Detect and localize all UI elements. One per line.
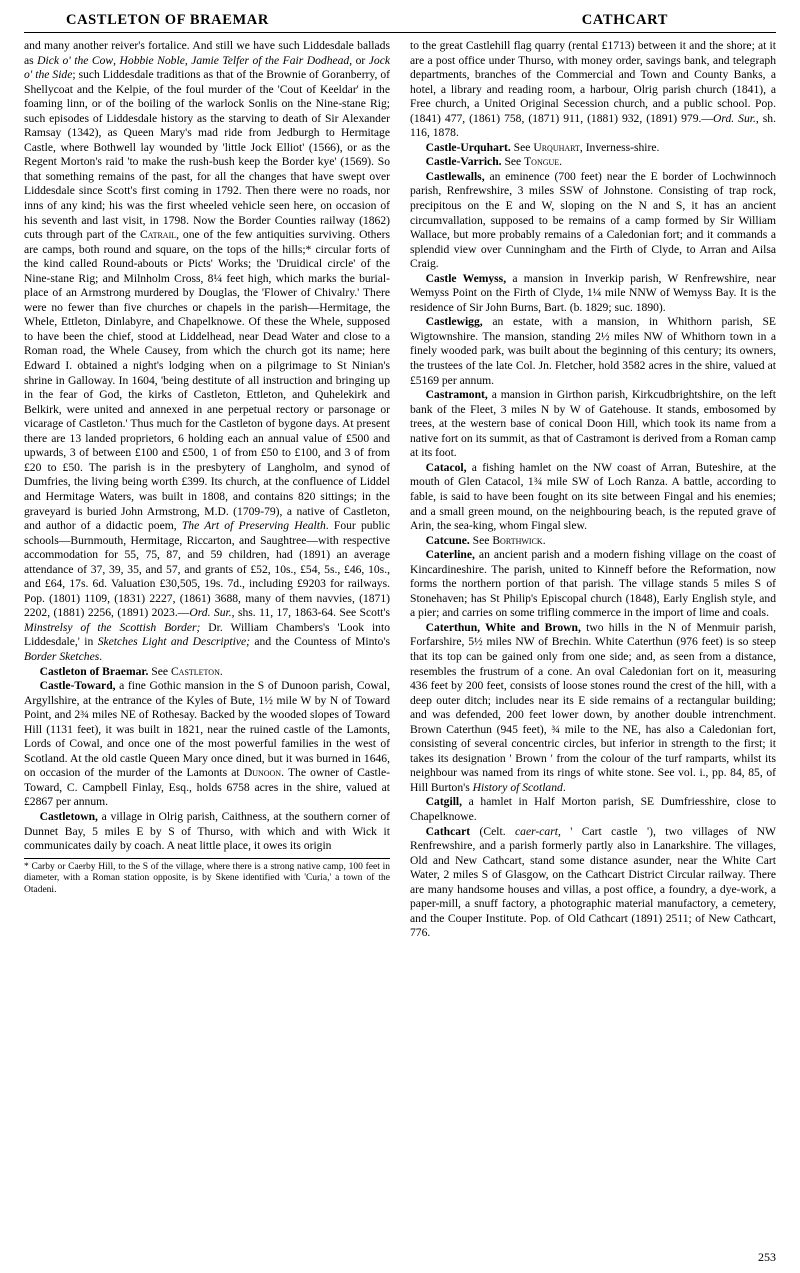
entry-headword: Castle-Varrich. [425,155,502,169]
entry-body: a mansion in Girthon parish, Kirkcudbrightshire, on the left bank of the Fleet, 3 miles N by W of Gatehouse. It stands, embosomed by trees, at the western base of conical Doon Hill, which took its name from a native fort on its summit, as that of Castramont is derived from a Roman camp at its foot. [410,388,776,460]
dictionary-entry [410,155,776,170]
entry-body: two hills in the N of Menmuir parish, Forfarshire, 5½ miles NW of Brechin. White Caterthun (976 feet) is so steep that its top can be gained only from one side; and, as seen from a distance, resembles the frustrum of a cone. An oval Caledonian fort on it, measuring 436 feet by 200 feet, consists of loose stones round the crest of the hill, with a deep outer ditch; includes near its E side remains of a rectangular building; and was defended, 200 feet lower down, by another double intrenchment. Brown Caterthun (945 feet), ¾ mile to the NE, has also a Caledonian fort, consisting of several concentric circles, but inferior in strength to the first; it takes its designation ' Brown ' from the colour of the turf ramparts, whilst its neighbour was named from its rings of white stone. See vol. i., pp. 84, 85, of Hill Burton's History of Scotland. [410,620,776,794]
left-column [24,39,390,1199]
entry-headword: Castlewigg, [425,315,483,329]
running-head-right: CATHCART [581,12,668,28]
dictionary-entry [410,272,776,316]
entry-headword: Castletown, [39,809,98,823]
entry-headword: Caterline, [425,548,475,562]
entry-body: a fine Gothic mansion in the S of Dunoon parish, Cowal, Argyllshire, at the entrance of the Kyles of Bute, 1½ mile W by N of Toward Point, and 2¾ miles NE of Rothesay. Backed by the wooded slopes of Toward Hill (1131 feet), it was built in 1821, near the ruined castle of the Lamonts, Lords of Cowal, and once one of the most powerful families in the west of Scotland. At the old castle Queen Mary once dined, but it was burned in 1646, on occasion of the murder of the Lamonts at Dunoon. The owner of Castle-Toward, C. Campbell Finlay, Esq., holds 6758 acres in the shire, valued at £2867 per annum. [24,679,390,809]
dictionary-entry [24,679,390,810]
body-paragraph: and many another reiver's fortalice. And still we have such Liddesdale ballads as Dick o' the Cow, Hobbie Noble, Jamie Telfer of the Fair Dodhead, or Jock o' the Side; such Liddesdale traditions as that of the Brownie of Goranberry, of Shellycoat and the Kelpie, of the foul murder of the 'Cout of Keeldar' in the foaming linn, or of the boiling of the warlock Sonlis on the Nine-stane Rig; such episodes of Liddesdale history as the starving to death of Sir Alexander Ramsay (1342), as Queen Mary's mad ride from Jedburgh to Hermitage Castle, where Bothwell lay wounded by 'little Jock Elliot' (1566), or as the Regent Morton's raid 'to make the rush-bush keep the Border kye' (1569). So that something remains of the past, for all the changes that have swept over Liddesdale since Scott's first coming in 1792. Then there were no roads, nor inns of any kind; his was the first wheeled vehicle seen here, on occasion of his seventh and last visit, in 1798. Now the Border Counties railway (1862) cuts through part of the Catrail, one of the few antiquities surviving. Others are camps, both round and square, on the tops of the hills;* circular forts of the kind called Round-abouts or Picts' Works; the 'Druidical circle' of the Nine-stane Rig; and Milnholm Cross, 8¼ feet high, which marks the burial-place of an Armstrong murdered by Douglas, the 'Flower of Chivalry.' There were no fewer than five churches or chapels in the parish—Hermitage, the Whele, Ettleton, Dinlabyre, and Chapelknowe. Of these the Whele, supposed to have been the chief, stood at Liddelhead, near Dead Water and close to a Roman road, the Whele Causey, from which the church got its name; here Edward I. obtained a night's lodging when on a pilgrimage to St Ninian's shrine in Galloway. In 1604, 'being destitute of all instruction and bringing up in the fear of God, the kirks of Castleton, Ettleton, and Quhelekirk and Belkirk, were united and annexed in ane perpetual rectory or parsonage or vicarage of Castleton.' Thus much for the Castleton of bygone days. At present there are 13 landed proprietors, 6 holding each an annual value of £500 and upwards, 3 of between £100 and £500, 1 of from £50 to £100, and 3 of from £20 to £50. The parish is in the presbytery of Langholm, and synod of Dumfries, the living being worth £399. Its church, at the confluence of Liddel and Hermitage Waters, was built in 1808, and contains 820 sittings; in the graveyard is buried John Armstrong, M.D. (1709-79), a native of Castleton, and author of a didactic poem, The Art of Preserving Health. Four public schools—Burnmouth, Hermitage, Riccarton, and Saughtree—with respective accommodation for 55, 75, 87, and 59 children, had (1891) an average attendance of 37, 39, 35, and 57, and grants of £52, 10s., £54, 5s., £46, 10s., and £64, 17s. 6d. Valuation £30,505, 19s. 7d., including £9203 for railways. Pop. (1801) 1109, (1831) 2227, (1861) 3688, many of them navvies, (1871) 2202, (1881) 2256, (1891) 2023.—Ord. Sur., shs. 11, 17, 1863-64. See Scott's Minstrelsy of the Scottish Border; Dr. William Chambers's 'Look into Liddesdale,' in Sketches Light and Descriptive; and the Countess of Minto's Border Sketches. [24,39,391,663]
dictionary-entry [410,461,776,534]
entry-body: a fishing hamlet on the NW coast of Arran, Buteshire, at the mouth of Glen Catacol, 1¾ mile SW of Loch Ranza. A battle, according to fable, is said to have been fought on its site between Fingal and his enemies; and a small green mound, on the neighbouring beach, is the reputed grave of Arin, the sea-king, whom Fingal slew. [410,460,776,533]
left-column-text [24,39,390,854]
running-head-left: CASTLETON OF BRAEMAR [66,12,269,28]
dictionary-entry [410,141,776,156]
dictionary-entry [410,795,776,824]
dictionary-entry [410,534,776,549]
dictionary-entry [24,665,390,680]
dictionary-entry [410,825,776,941]
entry-body: a village in Olrig parish, Caithness, at the southern corner of Dunnet Bay, 5 miles E by S of Thurso, with which and with Wick it communicates daily by coach. A neat little place, it owes its origin [24,809,390,853]
dictionary-entry [24,810,390,854]
two-column-body [24,39,776,1199]
page-number: 253 [758,1250,776,1264]
entry-body: See Castleton. [148,664,223,678]
entry-headword: Castle Wemyss, [425,271,507,285]
right-column [410,39,776,1199]
entry-headword: Castleton of Braemar. [39,664,149,678]
dictionary-entry [410,170,776,272]
entry-body: See Urquhart, Inverness-shire. [510,140,660,154]
entry-body: (Celt. caer-cart, ' Cart castle '), two villages of NW Renfrewshire, and a parish formerly partly also in Lanarkshire. The villages, Old and New Cathcart, stand some distance asunder, near the White Cart Water, 2 miles S of Glasgow, on the Cathcart District Circular railway. There are many handsome houses and villas, a post office, a foundry, a dye-work, a paper-mill, a snuff factory, a photographic material manufactory, a cemetery, and the Couper Institute. Pop. of Old Cathcart (1891) 2511; of New Cathcart, 776. [410,824,776,940]
entry-headword: Castramont, [425,388,488,402]
entry-body: a mansion in Inverkip parish, W Renfrewshire, near Wemyss Point on the Firth of Clyde, 1¼ mile NNW of Wemyss Bay. It is the residence of Sir John Burns, Bart. (b. 1829; suc. 1890). [410,271,776,314]
body-paragraph: to the great Castlehill flag quarry (rental £1713) between it and the shore; at it are a post office under Thurso, with money order, savings bank, and telegraph departments, branches of the Commercial and Town and County Banks, a hotel, a library and reading room, a harbour, Olrig parish church (1841), a Free church, a United Original Secession church, and a public school. Pop. (1841) 477, (1861) 758, (1871) 911, (1881) 932, (1891) 979.—Ord. Sur., sh. 116, 1878. [410,39,776,140]
dictionary-entry [410,388,776,461]
footnote-text: * Carby or Caerby Hill, to the S of the village, where there is a strong native camp, 100 feet in diameter, with a Roman station opposite, is by Skene identified with 'Curia,' a town of the Otadeni. [24,861,390,895]
entry-headword: Castle-Urquhart. [425,140,511,154]
entry-headword: Catgill, [425,795,463,809]
entry-body: an ancient parish and a modern fishing village on the coast of Kincardineshire. The parish, united to Kinneff before the Reformation, now forms the northern portion of that parish. The village stands 5 miles S of Stonehaven; has St Philip's Episcopal church (1848), Early English style, and a pier; and carries on some trifling commerce in the import of lime and coals. [410,548,776,620]
entry-body: See Borthwick. [469,533,546,547]
dictionary-entry [410,548,776,621]
right-column-text [410,39,776,941]
entry-headword: Catcune. [425,533,470,547]
entry-body: a hamlet in Half Morton parish, SE Dumfriesshire, close to Chapelknowe. [410,795,776,823]
entry-headword: Castle-Toward, [39,679,116,693]
entry-body: an estate, with a mansion, in Whithorn parish, SE Wigtownshire. The mansion, standing 2½ miles NW of Whithorn town in a finely wooded park, was built about the beginning of this century; its owners, the trustees of the late Col. Jn. Fletcher, hold 3582 acres in the shire, valued at £5169 per annum. [410,315,776,387]
entry-headword: Castlewalls, [425,169,485,183]
footnote [24,858,390,897]
dictionary-entry [410,621,776,796]
entry-body: See Tongue. [501,155,563,169]
entry-body: an eminence (700 feet) near the E border of Lochwinnoch parish, Renfrewshire, 3 miles SSW of Johnstone. Consisting of trap rock, precipitous on the E and W, sloping on the N and S, it has an ancient circumvallation, supposed to be remains of a camp formed by Sir William Wallace, but more probably remains of a Caledonian fort; and it commands a splendid view over Cunningham and the Firth of Clyde, to Arran and Ailsa Craig. [410,169,776,271]
dictionary-entry [410,315,776,388]
entry-headword: Caterthun, White and Brown, [425,620,581,634]
entry-headword: Catacol, [425,460,467,474]
entry-headword: Cathcart [425,824,471,838]
running-head [24,12,776,33]
